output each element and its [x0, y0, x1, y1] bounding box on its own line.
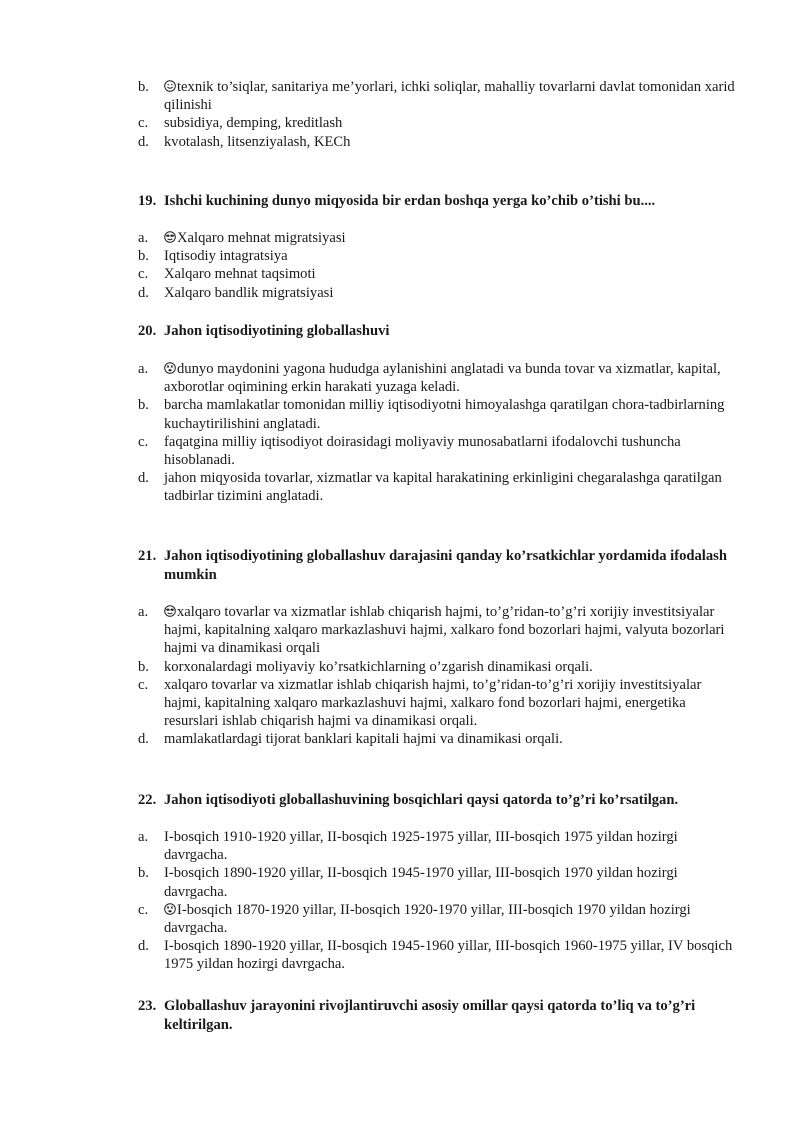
option-text: Iqtisodiy intagratsiya — [164, 248, 288, 265]
option-b — [138, 396, 738, 432]
option-text: Xalqaro mehnat taqsimoti — [164, 266, 316, 283]
option-text: Xalqaro mehnat migratsiyasi — [177, 230, 346, 246]
question-20-title — [138, 322, 738, 341]
question-21-options — [138, 603, 738, 749]
question-text: Jahon iqtisodiyotining globallashuv darajasini qanday ko’rsatkichlar yordamida ifodalash mumkin — [164, 548, 727, 583]
question-number: 19. — [138, 193, 157, 209]
option-letter: c. — [138, 433, 149, 450]
option-text: korxonalardagi moliyaviy ko’rsatkichlarning o’zgarish dinamikasi orqali. — [164, 658, 593, 675]
option-letter: b. — [138, 865, 149, 882]
option-text: texnik to’siqlar, sanitariya me’yorlari, ichki soliqlar, mahalliy tovarlarni davlat tomonidan xarid qilinishi — [164, 79, 735, 114]
option-a — [138, 360, 738, 396]
option-letter: b. — [138, 658, 149, 675]
option-b — [138, 78, 738, 114]
option-letter: a. — [138, 829, 149, 845]
question-18-options — [138, 78, 738, 151]
option-d — [138, 284, 738, 302]
option-letter: c. — [138, 676, 149, 693]
option-a — [138, 603, 738, 658]
option-letter: b. — [138, 79, 149, 95]
option-text: I-bosqich 1870-1920 yillar, II-bosqich 1920-1970 yillar, III-bosqich 1970 yildan hozirgi davrgacha. — [164, 901, 691, 937]
option-a — [138, 828, 738, 864]
question-20-options — [138, 360, 738, 506]
option-text: I-bosqich 1910-1920 yillar, II-bosqich 1925-1975 yillar, III-bosqich 1975 yildan hozirgi davrgacha. — [164, 829, 678, 864]
sunglasses-icon — [164, 605, 176, 617]
dizzy-icon — [164, 903, 176, 915]
option-text: subsidiya, demping, kreditlash — [164, 115, 343, 132]
option-letter: d. — [138, 731, 149, 748]
smile-icon — [164, 80, 176, 92]
option-text: I-bosqich 1890-1920 yillar, II-bosqich 1945-1960 yillar, III-bosqich 1960-1975 yillar, IV bosqich 1975 yildan hozirgi davrgacha. — [164, 938, 733, 973]
sunglasses-icon — [164, 231, 176, 243]
option-c — [138, 676, 738, 731]
question-number: 21. — [138, 548, 157, 564]
question-21-title — [138, 547, 738, 584]
option-letter: d. — [138, 470, 149, 487]
option-text: faqatgina milliy iqtisodiyot doirasidagi moliyaviy munosabatlarni ifodalovchi tushuncha hisoblanadi. — [164, 433, 681, 469]
question-22-title — [138, 791, 738, 810]
option-text: kvotalash, litsenziyalash, KECh — [164, 133, 351, 150]
option-text: jahon miqyosida tovarlar, xizmatlar va kapital harakatining erkinligini chegaralashga qaratilgan tadbirlar tizimini anglatadi. — [164, 470, 722, 505]
option-letter: b. — [138, 248, 149, 265]
question-21 — [138, 547, 738, 584]
option-text: xalqaro tovarlar va xizmatlar ishlab chiqarish hajmi, to’g’ridan-to’g’ri xorijiy investitsiyalar hajmi, kapitalning xalqaro markazlashuvi hajmi, xalkaro fond bozorlari hajmi, energetika resurslari ishlab chiqarish hajmi va dinamikasi orqali. — [164, 676, 702, 730]
option-b — [138, 658, 738, 676]
question-23-title — [138, 997, 738, 1034]
option-a — [138, 229, 738, 247]
option-text: dunyo maydonini yagona hududga aylanishini anglatadi va bunda tovar va xizmatlar, kapital, axborotlar oqimining erkin harakati yuzaga keladi. — [164, 361, 721, 396]
question-number: 20. — [138, 323, 157, 339]
option-letter: d. — [138, 938, 149, 955]
option-c — [138, 265, 738, 283]
question-20 — [138, 322, 738, 341]
option-text: xalqaro tovarlar va xizmatlar ishlab chiqarish hajmi, to’g’ridan-to’g’ri xorijiy investitsiyalar hajmi, kapitalning xalqaro markazlashuvi hajmi, xalkaro fond bozorlari hajmi, valyuta bozorlari hajmi va dinamikasi orqali — [164, 604, 725, 657]
question-text: Globallashuv jarayonini rivojlantiruvchi asosiy omillar qaysi qatorda to’liq va to’g’ri keltirilgan. — [164, 998, 696, 1033]
option-letter: c. — [138, 266, 149, 283]
option-text: barcha mamlakatlar tomonidan milliy iqtisodiyotni himoyalashga qaratilgan chora-tadbirlarning kuchaytirilishini anglatadi. — [164, 397, 725, 432]
question-22 — [138, 791, 738, 810]
option-b — [138, 864, 738, 900]
question-22-options — [138, 828, 738, 974]
dizzy-icon — [164, 362, 176, 374]
question-19 — [138, 192, 738, 211]
option-letter: b. — [138, 397, 149, 414]
question-text: Jahon iqtisodiyotining globallashuvi — [164, 323, 390, 339]
option-letter: d. — [138, 133, 149, 150]
option-letter: a. — [138, 230, 149, 246]
option-d — [138, 937, 738, 973]
option-b — [138, 247, 738, 265]
question-text: Jahon iqtisodiyoti globallashuvining bosqichlari qaysi qatorda to’g’ri ko’rsatilgan. — [164, 792, 679, 808]
question-19-title — [138, 192, 738, 211]
option-letter: c. — [138, 115, 149, 132]
option-text: Xalqaro bandlik migratsiyasi — [164, 284, 334, 301]
option-c — [138, 114, 738, 132]
option-c — [138, 901, 738, 937]
question-text: Ishchi kuchining dunyo miqyosida bir erdan boshqa yerga ko’chib o’tishi bu.... — [164, 193, 656, 209]
option-text: I-bosqich 1890-1920 yillar, II-bosqich 1945-1970 yillar, III-bosqich 1970 yildan hozirgi davrgacha. — [164, 865, 678, 900]
question-number: 23. — [138, 998, 157, 1014]
option-d — [138, 469, 738, 505]
option-text: mamlakatlardagi tijorat banklari kapitali hajmi va dinamikasi orqali. — [164, 731, 563, 748]
option-letter: d. — [138, 284, 149, 301]
option-d — [138, 133, 738, 151]
option-letter: a. — [138, 604, 149, 620]
question-number: 22. — [138, 792, 157, 808]
option-d — [138, 730, 738, 748]
question-23 — [138, 997, 738, 1034]
option-letter: a. — [138, 361, 149, 377]
option-letter: c. — [138, 901, 149, 918]
question-19-options — [138, 229, 738, 302]
option-c — [138, 433, 738, 469]
